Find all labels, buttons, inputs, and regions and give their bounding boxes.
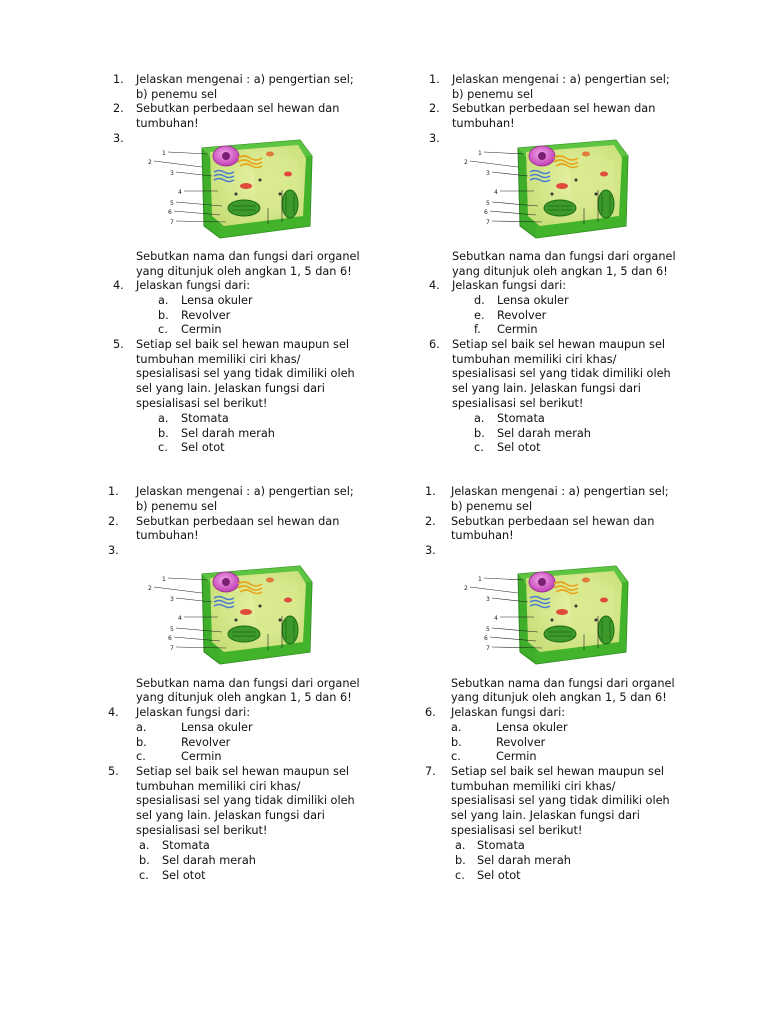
question-number: 1. xyxy=(429,73,440,86)
question-5-text-cont: spesialisasi sel yang tidak dimiliki oleh xyxy=(136,367,355,380)
diagram-label: 2 xyxy=(464,585,468,592)
list-item: Sel otot xyxy=(162,869,206,882)
question-number: 3. xyxy=(425,544,436,557)
question-3-text-cont: yang ditunjuk oleh angkan 1, 5 dan 6! xyxy=(451,691,667,704)
question-3-text: Sebutkan nama dan fungsi dari organel xyxy=(451,677,675,690)
list-marker: b. xyxy=(158,427,169,440)
diagram-label: 5 xyxy=(170,626,174,633)
plant-cell-diagram xyxy=(456,560,641,665)
diagram-label: 2 xyxy=(148,159,152,166)
list-item: Revolver xyxy=(181,309,231,322)
question-number: 2. xyxy=(113,102,124,115)
question-number: 2. xyxy=(429,102,440,115)
list-marker: a. xyxy=(158,294,169,307)
list-item: Lensa okuler xyxy=(181,721,253,734)
chloroplast xyxy=(544,626,576,642)
list-item: Sel darah merah xyxy=(162,854,256,867)
list-marker: b. xyxy=(455,854,466,867)
list-marker: c. xyxy=(139,869,149,882)
question-5-text-cont: tumbuhan memiliki ciri khas/ xyxy=(451,780,616,793)
question-5-text: Setiap sel baik sel hewan maupun sel xyxy=(136,338,350,351)
question-3-text: Sebutkan nama dan fungsi dari organel xyxy=(136,677,360,690)
list-item: Revolver xyxy=(497,309,547,322)
list-marker: c. xyxy=(455,869,465,882)
diagram-label: 4 xyxy=(178,189,182,196)
question-3-text-cont: yang ditunjuk oleh angkan 1, 5 dan 6! xyxy=(136,691,352,704)
question-2-text: Sebutkan perbedaan sel hewan dan xyxy=(452,102,656,115)
list-item: Stomata xyxy=(181,412,229,425)
question-4-text: Jelaskan fungsi dari: xyxy=(452,279,567,292)
question-2-text-cont: tumbuhan! xyxy=(452,117,515,130)
chloroplast xyxy=(544,200,576,216)
question-number: 4. xyxy=(113,279,124,292)
chloroplast xyxy=(228,626,260,642)
question-1-text-cont: b) penemu sel xyxy=(136,500,218,513)
chloroplast xyxy=(282,616,298,644)
list-marker: c. xyxy=(474,441,484,454)
list-item: Stomata xyxy=(162,839,210,852)
diagram-label: 2 xyxy=(464,159,468,166)
question-2-text-cont: tumbuhan! xyxy=(136,117,199,130)
chloroplast xyxy=(598,616,614,644)
question-5-text-cont: sel yang lain. Jelaskan fungsi dari xyxy=(451,809,640,822)
diagram-label: 7 xyxy=(170,645,174,652)
list-marker: b. xyxy=(158,309,169,322)
question-number: 7. xyxy=(425,765,436,778)
list-marker: e. xyxy=(474,309,485,322)
question-1-text: Jelaskan mengenai : a) pengertian sel; xyxy=(452,73,670,86)
diagram-label: 3 xyxy=(170,596,174,603)
list-marker: b. xyxy=(136,736,147,749)
question-5-text-cont: sel yang lain. Jelaskan fungsi dari xyxy=(136,382,325,395)
list-marker: a. xyxy=(455,839,466,852)
chloroplast xyxy=(598,190,614,218)
question-5-text-cont: sel yang lain. Jelaskan fungsi dari xyxy=(136,809,325,822)
question-2-text: Sebutkan perbedaan sel hewan dan xyxy=(136,515,340,528)
diagram-label: 1 xyxy=(478,576,482,583)
question-number: 2. xyxy=(108,515,119,528)
question-number: 6. xyxy=(425,706,436,719)
diagram-label: 7 xyxy=(486,219,490,226)
diagram-label: 6 xyxy=(484,209,488,216)
question-5-text-cont: spesialisasi sel yang tidak dimiliki oleh xyxy=(136,794,355,807)
list-item: Stomata xyxy=(497,412,545,425)
question-number: 2. xyxy=(425,515,436,528)
diagram-label: 6 xyxy=(484,635,488,642)
list-item: Sel otot xyxy=(477,869,521,882)
list-item: Revolver xyxy=(496,736,546,749)
question-number: 4. xyxy=(108,706,119,719)
question-2-text-cont: tumbuhan! xyxy=(136,529,199,542)
diagram-label: 6 xyxy=(168,209,172,216)
plant-cell-diagram xyxy=(140,560,325,665)
list-marker: d. xyxy=(474,294,485,307)
list-item: Cermin xyxy=(181,323,222,336)
diagram-label: 5 xyxy=(486,200,490,207)
question-3-text: Sebutkan nama dan fungsi dari organel xyxy=(136,250,360,263)
diagram-label: 2 xyxy=(148,585,152,592)
plant-cell-diagram xyxy=(140,134,325,239)
question-number: 3. xyxy=(108,544,119,557)
list-marker: b. xyxy=(451,736,462,749)
diagram-label: 5 xyxy=(170,200,174,207)
question-number: 1. xyxy=(425,485,436,498)
question-number: 5. xyxy=(108,765,119,778)
list-marker: a. xyxy=(139,839,150,852)
diagram-label: 6 xyxy=(168,635,172,642)
list-item: Sel darah merah xyxy=(181,427,275,440)
diagram-label: 1 xyxy=(162,150,166,157)
question-5-text: Setiap sel baik sel hewan maupun sel xyxy=(136,765,350,778)
list-item: Cermin xyxy=(496,750,537,763)
diagram-label: 7 xyxy=(170,219,174,226)
question-number: 6. xyxy=(429,338,440,351)
diagram-label: 1 xyxy=(478,150,482,157)
list-item: Sel darah merah xyxy=(477,854,571,867)
list-item: Revolver xyxy=(181,736,231,749)
chloroplast xyxy=(282,190,298,218)
question-5-text-cont: tumbuhan memiliki ciri khas/ xyxy=(136,353,301,366)
question-5-text-cont: spesialisasi sel berikut! xyxy=(451,824,583,837)
list-marker: b. xyxy=(474,427,485,440)
question-5-text-cont: spesialisasi sel berikut! xyxy=(452,397,584,410)
question-1-text: Jelaskan mengenai : a) pengertian sel; xyxy=(136,485,354,498)
list-marker: f. xyxy=(474,323,481,336)
list-item: Sel otot xyxy=(497,441,541,454)
question-number: 3. xyxy=(113,132,124,145)
list-item: Lensa okuler xyxy=(181,294,253,307)
question-3-text-cont: yang ditunjuk oleh angkan 1, 5 dan 6! xyxy=(136,265,352,278)
question-5-text-cont: sel yang lain. Jelaskan fungsi dari xyxy=(452,382,641,395)
question-5-text-cont: spesialisasi sel yang tidak dimiliki oleh xyxy=(451,794,670,807)
question-number: 1. xyxy=(113,73,124,86)
diagram-label: 3 xyxy=(486,170,490,177)
question-1-text: Jelaskan mengenai : a) pengertian sel; xyxy=(451,485,669,498)
question-5-text: Setiap sel baik sel hewan maupun sel xyxy=(451,765,665,778)
list-item: Lensa okuler xyxy=(497,294,569,307)
list-marker: a. xyxy=(158,412,169,425)
question-5-text-cont: tumbuhan memiliki ciri khas/ xyxy=(136,780,301,793)
question-5-text-cont: spesialisasi sel berikut! xyxy=(136,824,268,837)
list-marker: c. xyxy=(451,750,461,763)
list-marker: c. xyxy=(158,323,168,336)
list-item: Cermin xyxy=(181,750,222,763)
question-1-text-cont: b) penemu sel xyxy=(452,88,534,101)
question-3-text-cont: yang ditunjuk oleh angkan 1, 5 dan 6! xyxy=(452,265,668,278)
question-4-text: Jelaskan fungsi dari: xyxy=(136,279,251,292)
diagram-label: 7 xyxy=(486,645,490,652)
question-4-text: Jelaskan fungsi dari: xyxy=(451,706,566,719)
list-marker: c. xyxy=(158,441,168,454)
question-2-text: Sebutkan perbedaan sel hewan dan xyxy=(451,515,655,528)
list-item: Cermin xyxy=(497,323,538,336)
diagram-label: 5 xyxy=(486,626,490,633)
diagram-label: 4 xyxy=(178,615,182,622)
question-5-text-cont: spesialisasi sel yang tidak dimiliki oleh xyxy=(452,367,671,380)
question-5-text: Setiap sel baik sel hewan maupun sel xyxy=(452,338,666,351)
list-item: Sel darah merah xyxy=(497,427,591,440)
list-marker: a. xyxy=(136,721,147,734)
question-5-text-cont: tumbuhan memiliki ciri khas/ xyxy=(452,353,617,366)
question-5-text-cont: spesialisasi sel berikut! xyxy=(136,397,268,410)
list-item: Stomata xyxy=(477,839,525,852)
question-2-text: Sebutkan perbedaan sel hewan dan xyxy=(136,102,340,115)
question-number: 5. xyxy=(113,338,124,351)
list-marker: a. xyxy=(474,412,485,425)
question-number: 4. xyxy=(429,279,440,292)
question-number: 1. xyxy=(108,485,119,498)
question-3-text: Sebutkan nama dan fungsi dari organel xyxy=(452,250,676,263)
question-number: 3. xyxy=(429,132,440,145)
list-item: Lensa okuler xyxy=(496,721,568,734)
list-item: Sel otot xyxy=(181,441,225,454)
question-2-text-cont: tumbuhan! xyxy=(451,529,514,542)
diagram-label: 1 xyxy=(162,576,166,583)
question-4-text: Jelaskan fungsi dari: xyxy=(136,706,251,719)
list-marker: a. xyxy=(451,721,462,734)
plant-cell-diagram xyxy=(456,134,641,239)
question-1-text-cont: b) penemu sel xyxy=(451,500,533,513)
diagram-label: 3 xyxy=(170,170,174,177)
list-marker: c. xyxy=(136,750,146,763)
chloroplast xyxy=(228,200,260,216)
diagram-label: 4 xyxy=(494,615,498,622)
list-marker: b. xyxy=(139,854,150,867)
question-1-text-cont: b) penemu sel xyxy=(136,88,218,101)
question-1-text: Jelaskan mengenai : a) pengertian sel; xyxy=(136,73,354,86)
diagram-label: 3 xyxy=(486,596,490,603)
diagram-label: 4 xyxy=(494,189,498,196)
